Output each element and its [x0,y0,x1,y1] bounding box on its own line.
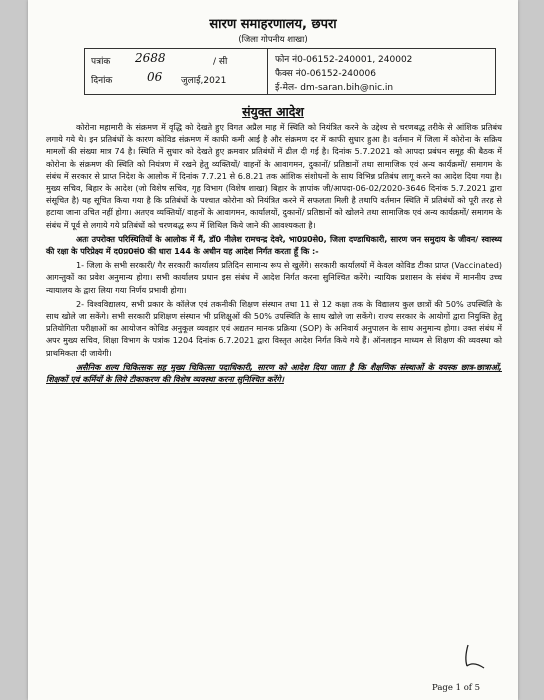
patrank-label: पत्रांक [91,57,111,67]
page-number: Page 1 of 5 [432,683,481,693]
date-day: 06 [147,70,163,84]
office-title: सारण समाहरणालय, छपरा [209,17,337,32]
patrank-suffix: / सी [213,57,228,67]
order-body [46,121,502,387]
paragraph-intro: कोरोना महामारी के संक्रमण में वृद्धि को देखते हुए विगत अप्रैल माह में स्थिति को नियंत्रित करने के उद्देश्य से चरणबद्ध तरीके से आंशिक प्रतिबंध लगाये गये थे। इन प्रतिबंधों के कारण कोविड संक्रमण में काफी कमी आई है और संक्रमण दर में काफी सुधार हुआ है। वर्तमान में जिला में कोरोना के सक्रिय मामलों की संख्या मात्र 74 है। स्थिति में सुधार को देखते हुए क्रमवार प्रतिबंधों में ढील दी गई है। दिनांक 5.7.2021 को आपदा प्रबंधन समूह की बैठक में कोरोना के संक्रमण की स्थिति को नियंत्रण में रखने हेतु व्यक्तियों/ वाहनों के आवागमन, दुकानों/ प्रतिष्ठानों तथा सामाजिक एवं अन्य कार्यक्रमों/ समागम के संबंध में सरकार से प्राप्त निदेश के आलोक में दिनांक 7.7.21 से 6.8.21 तक आंशिक संशोधनों के साथ विभिन्न प्रतिबंध लागू करने का आदेश दिया गया है। मुख्य सचिव, बिहार के आदेश (जो विशेष सचिव, गृह विभाग (विशेष शाखा) बिहार के ज्ञापांक जी/आपदा-06-02/2020-3646 दिनांक 5.7.2021 द्वारा संसूचित है) यह सूचित किया गया है कि प्रतिबंधों के पश्चात कोरोना को नियंत्रित करने में सफलता मिली है तथापि वर्तमान स्थिति में प्रतिबंधों को पूरी तरह से हटाया जाना उचित नहीं होगा। अतएव व्यक्तियों/ वाहनों के आवागमन, कार्यालयों, दुकानों/ प्रतिष्ठानों को खोलने तथा सामाजिक एवं अन्य कार्यक्रमों/ समागम के संबंध में पूर्व से लगाये गये प्रतिबंधों को चरणबद्ध रूप में शिथिल किये जाने की आवश्यकता है। [46,122,502,230]
order-heading: संयुक्त आदेश [242,104,304,119]
email-address: ई-मेल- dm-saran.bih@nic.in [275,83,394,93]
paragraph-point-2: 2- विश्वविद्यालय, सभी प्रकार के कॉलेज एवं तकनीकी शिक्षण संस्थान तथा 11 से 12 कक्षा तक के विद्यालय कुल छात्रों की 50% उपस्थिति के साथ खोले जा सकेंगे। सभी सरकारी प्रशिक्षण संस्थान भी प्रशिक्षुओं की 50% उपस्थिति के साथ खोले जा सकेंगे। राज्य सरकार के आयोगों द्वारा नियुक्ति हेतु प्रतियोगिता परीक्षाओं का आयोजन कोविड अनुकूल व्यवहार एवं अद्यतन मानक प्रक्रिया (SOP) के अनिवार्य अनुपालन के साथ अनुमान्य होगा। उक्त संबंध में अपर मुख्य सचिव, शिक्षा विभाग के पत्रांक 1204 दिनांक 6.7.2021 द्वारा विस्तृत आदेश निर्गत किये गये हैं। ऑनलाइन माध्यम से शिक्षण की व्यवस्था को प्राथमिकता दी जायेगी। [46,298,502,358]
date-label: दिनांक [91,76,113,86]
document-page [28,0,518,700]
phone-number: फोन नं0-06152-240001, 240002 [275,55,413,65]
signature-mark [458,642,494,672]
reference-box [84,48,496,95]
fax-number: फैक्स नं0-06152-240006 [275,69,376,79]
paragraph-point-1: 1- जिला के सभी सरकारी/ गैर सरकारी कार्यालय प्रतिदिन सामान्य रूप से खुलेंगे। सरकारी कार्यालयों में केवल कोविड टीका प्राप्त (Vaccinated) आगन्तुकों का प्रवेश अनुमान्य होगा। सभी कार्यालय प्रधान इस संबंध में आदेश निर्गत करना सुनिश्चित करेंगे। न्यायिक प्रशासन के संबंध में माननीय उच्च न्यायालय के द्वारा लिया गया निर्णय प्रभावी होगा। [46,260,502,295]
office-subtitle: (जिला गोपनीय शाखा) [238,35,308,45]
reference-divider [267,49,268,94]
paragraph-order-statement: अतः उपरोक्त परिस्थितियों के आलोक में मैं, डॉ0 नीलेश रामचन्द्र देवरे, भा0प्र0से0, जिला दण्डाधिकारी, सारण जन समुदाय के जीवन/ स्वास्थ्य की रक्षा के परिप्रेक्ष्य में द0प्र0सं0 की धारा 144 के अधीन यह आदेश निर्गत करता हूँ कि :- [46,233,502,257]
paragraph-vaccination-note: असैनिक शल्य चिकित्सक सह मुख्य चिकित्सा पदाधिकारी, सारण को आदेश दिया जाता है कि शैक्षणिक संस्थाओं के वयस्क छात्र-छात्राओं, शिक्षकों एवं कर्मियों के लिये टीकाकरण की विशेष व्यवस्था करना सुनिश्चित करेंगे। [46,361,502,385]
patrank-value: 2688 [135,51,166,65]
date-month-year: जुलाई,2021 [181,76,227,86]
